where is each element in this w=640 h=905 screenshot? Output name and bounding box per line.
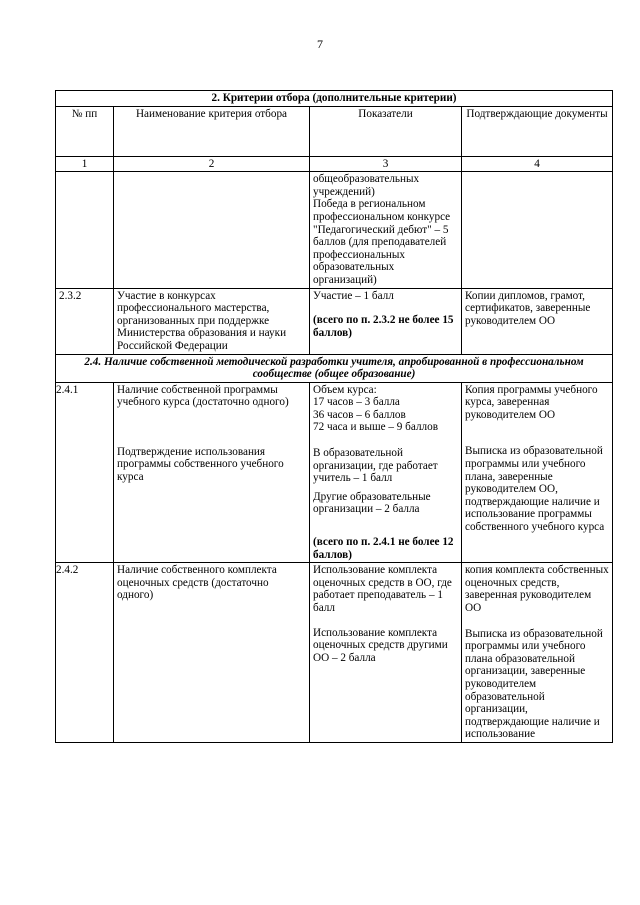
table-row <box>56 382 613 563</box>
document-text: копия комплекта собственных оценочных средств, заверенная руководителем ОО <box>465 564 609 614</box>
indicator-text: 36 часов – 6 баллов <box>313 408 406 421</box>
row-number: 2.3.2 <box>56 288 114 354</box>
table-title: 2. Критерии отбора (дополнительные критерии) <box>56 91 613 107</box>
col-number-3: 3 <box>310 156 462 172</box>
col-number-2: 2 <box>114 156 310 172</box>
indicator-text: В образовательной организации, где работает учитель – 1 балл <box>313 447 438 485</box>
indicator-total: (всего по п. 2.3.2 не более 15 баллов) <box>313 314 454 339</box>
table-row <box>56 563 613 743</box>
indicator-text: общеобразовательных учреждений) <box>313 173 420 198</box>
criterion-name: Подтверждение использования программы собственного учебного курса <box>117 445 284 484</box>
table-row <box>56 288 613 354</box>
page-number: 7 <box>317 37 323 51</box>
document-text: Выписка из образовательной программы или учебного плана образовательной организации, заверенные руководителем образовательной организации, подтверждающие наличие и использование <box>465 627 603 741</box>
indicator-text: Участие – 1 балл <box>313 289 394 302</box>
indicator-text: Использование комплекта оценочных средств другими ОО – 2 балла <box>313 626 448 664</box>
table-row <box>56 172 613 288</box>
col-number-4: 4 <box>462 156 613 172</box>
indicator-text: Объем курса: <box>313 383 377 396</box>
criterion-name: Наличие собственного комплекта оценочных средств (достаточно одного) <box>114 563 310 743</box>
section-heading: 2.4. Наличие собственной методической разработки учителя, апробированной в профессиональном сообществе (общее образование) <box>56 354 613 382</box>
row-number: 2.4.2 <box>56 563 114 743</box>
col-number-1: 1 <box>56 156 114 172</box>
header-name: Наименование критерия отбора <box>114 106 310 156</box>
indicator-total: (всего по п. 2.4.1 не более 12 баллов) <box>313 536 454 561</box>
indicator-text: Другие образовательные организации – 2 балла <box>313 490 431 516</box>
document-text: Копия программы учебного курса, заверенная руководителем ОО <box>465 383 598 421</box>
header-num: № пп <box>56 106 114 156</box>
document-text: Копии дипломов, грамот, сертификатов, заверенные руководителем ОО <box>462 288 613 354</box>
header-documents: Подтверждающие документы <box>462 106 613 156</box>
indicator-text: Победа в региональном профессиональном конкурсе "Педагогический дебют" – 5 баллов (для преподавателей профессиональных образовательных организаций) <box>313 198 451 286</box>
document-text: Выписка из образовательной программы или учебного плана, заверенные руководителем ОО, подтверждающие наличие и использование программы собственного учебного курса <box>465 445 605 534</box>
indicator-text: Использование комплекта оценочных средств в ОО, где работает преподаватель – 1 балл <box>313 564 452 614</box>
criterion-name: Участие в конкурсах профессионального мастерства, организованных при поддержке Министерства образования и науки Российской Федерации <box>114 288 310 354</box>
criterion-name: Наличие собственной программы учебного курса (достаточно одного) <box>117 383 289 409</box>
criteria-table <box>55 90 613 743</box>
header-indicators: Показатели <box>310 106 462 156</box>
indicator-text: 17 часов – 3 балла <box>313 396 400 409</box>
row-number: 2.4.1 <box>56 382 114 563</box>
indicator-text: 72 часа и выше – 9 баллов <box>313 421 438 434</box>
